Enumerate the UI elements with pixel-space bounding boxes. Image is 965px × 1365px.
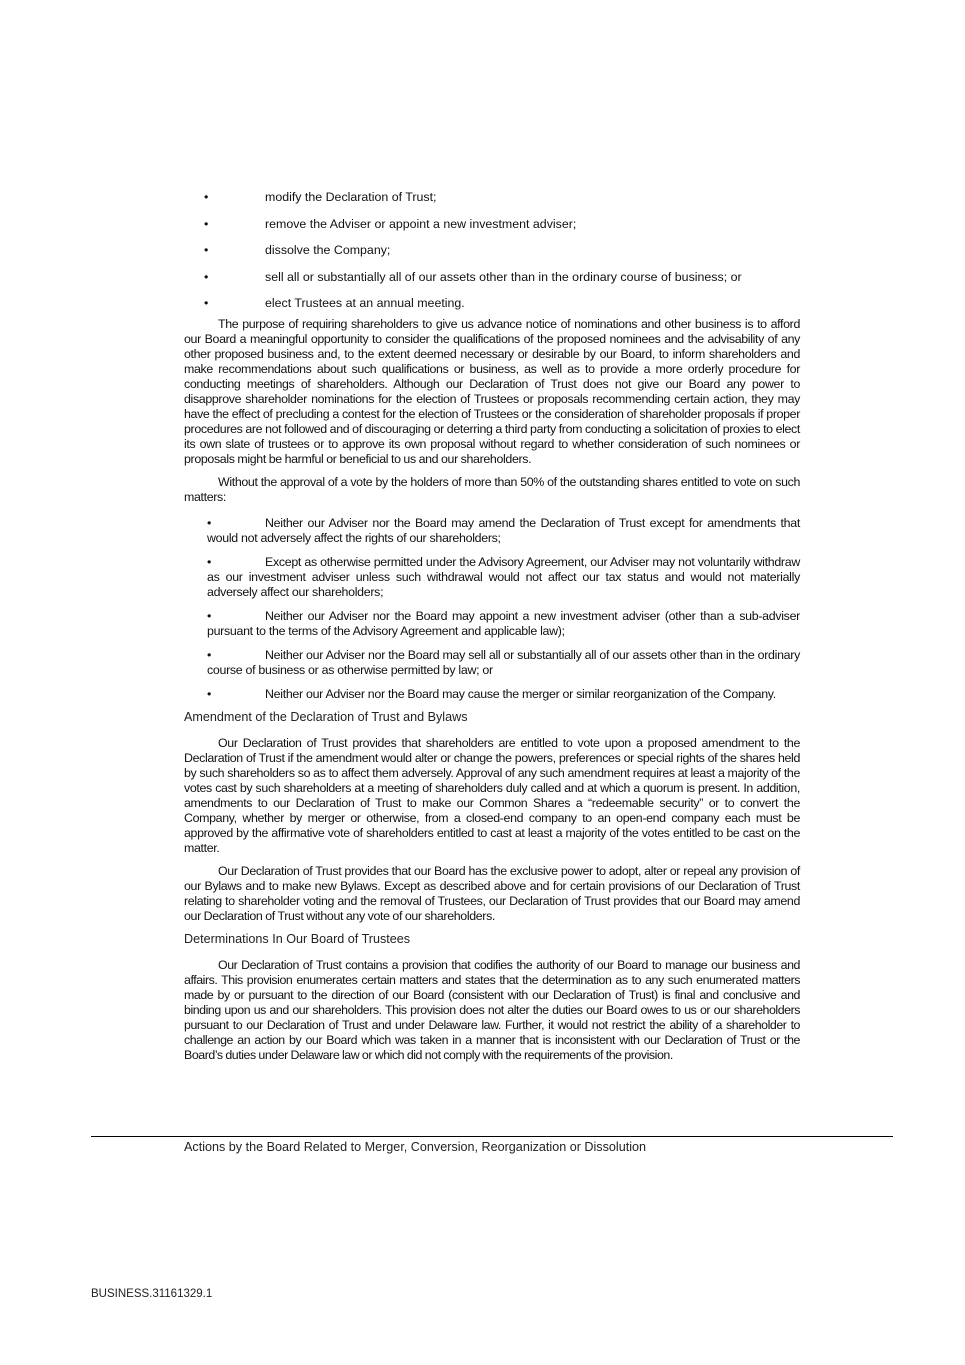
bullet-icon: • [207,648,212,662]
bullet-icon: • [204,269,209,284]
list-item: • remove the Adviser or appoint a new investment adviser; [204,216,577,231]
bullet-icon: • [204,296,209,310]
bullet-list-top [184,190,800,317]
list-item: • elect Trustees at an annual meeting. [204,296,465,310]
paragraph-determinations: Our Declaration of Trust contains a provision that codifies the authority of our Board to manage our business and affairs. This provision enumerates certain matters and states that the determination as to any such enumerated matters made by or pursuant to the direction of our Board (consistent with our Declaration of Trust) is final and conclusive and binding upon us and our shareholders. This provision does not alter the duties our Board owes to us or our shareholders pursuant to our Declaration of Trust and under Delaware law. Further, it would not restrict the ability of a shareholder to challenge an action by our Board which was taken in a manner that is inconsistent with our Declaration of Trust or the Board’s duties under Delaware law or which did not comply with the requirements of the provision. [184,958,800,1062]
bullet-icon: • [204,190,209,204]
bullet-icon: • [207,516,212,530]
list-item: • Except as otherwise permitted under the Advisory Agreement, our Adviser may not voluntarily withdraw as our investment adviser unless such withdrawal would not affect our tax status and would not materially adversely affect our shareholders; [207,555,800,599]
page-content [184,190,800,1071]
bullet-icon: • [204,243,209,257]
section-heading-determinations: Determinations In Our Board of Trustees [184,932,411,946]
list-item: • Neither our Adviser nor the Board may appoint a new investment adviser (other than a sub-adviser pursuant to the terms of the Advisory Agreement and applicable law); [207,609,800,638]
list-item: • Neither our Adviser nor the Board may amend the Declaration of Trust except for amendments that would not adversely affect the rights of our shareholders; [207,516,800,545]
paragraph-purpose: The purpose of requiring shareholders to give us advance notice of nominations and other business is to afford our Board a meaningful opportunity to consider the qualifications of the proposed nominees and the advisability of any other proposed business and, to the extent deemed necessary or desirable by our Board, to inform shareholders and make recommendations about such qualifications or business, as well as to provide a more orderly procedure for conducting meetings of shareholders. Although our Declaration of Trust does not give our Board any power to disapprove shareholder nominations for the election of Trustees or proposals recommending certain action, they may have the effect of precluding a contest for the election of Trustees or the consideration of shareholder proposals if proper procedures are not followed and of discouraging or deterring a third party from conducting a solicitation of proxies to elect its own slate of trustees or to approve its own proposal without regard to whether consideration of such nominees or proposals might be harmful or beneficial to us and our shareholders. [184,317,800,466]
bullet-icon: • [207,609,212,623]
section-heading-amendment: Amendment of the Declaration of Trust and Bylaws [184,710,468,724]
paragraph-vote: Without the approval of a vote by the holders of more than 50% of the outstanding shares entitled to vote on such matters: [184,475,800,504]
list-item: • modify the Declaration of Trust; [204,190,437,204]
list-item: • sell all or substantially all of our assets other than in the ordinary course of business; or [204,269,742,284]
bullet-icon: • [207,687,212,701]
section-heading-actions: Actions by the Board Related to Merger, Conversion, Reorganization or Dissolution [184,1140,647,1154]
document-footer-id: BUSINESS.31161329.1 [91,1288,213,1300]
list-item: • Neither our Adviser nor the Board may cause the merger or similar reorganization of the Company. [207,687,776,701]
bullet-icon: • [204,216,209,231]
bullet-list-vote [184,516,800,702]
paragraph-amendment-2: Our Declaration of Trust provides that our Board has the exclusive power to adopt, alter or repeal any provision of our Bylaws and to make new Bylaws. Except as described above and for certain provisions of our Declaration of Trust relating to shareholder voting and the removal of Trustees, our Declaration of Trust provides that our Board may amend our Declaration of Trust without any vote of our shareholders. [184,864,800,923]
bullet-icon: • [207,555,212,569]
horizontal-rule [91,1136,893,1137]
paragraph-amendment-1: Our Declaration of Trust provides that shareholders are entitled to vote upon a proposed amendment to the Declaration of Trust if the amendment would alter or change the powers, preferences or special rights of the shares held by such shareholders so as to affect them adversely. Approval of any such amendment requires at least a majority of the votes cast by such shareholders at a meeting of shareholders duly called and at which a quorum is present. In addition, amendments to our Declaration of Trust to make our Common Shares a “redeemable security” or to convert the Company, whether by merger or otherwise, from a closed-end company to an open-end company each must be approved by the affirmative vote of shareholders entitled to cast at least a majority of the votes entitled to be cast on the matter. [184,736,800,855]
list-item: • Neither our Adviser nor the Board may sell all or substantially all of our assets other than in the ordinary course of business or as otherwise permitted by law; or [207,648,800,677]
list-item: • dissolve the Company; [204,243,391,257]
